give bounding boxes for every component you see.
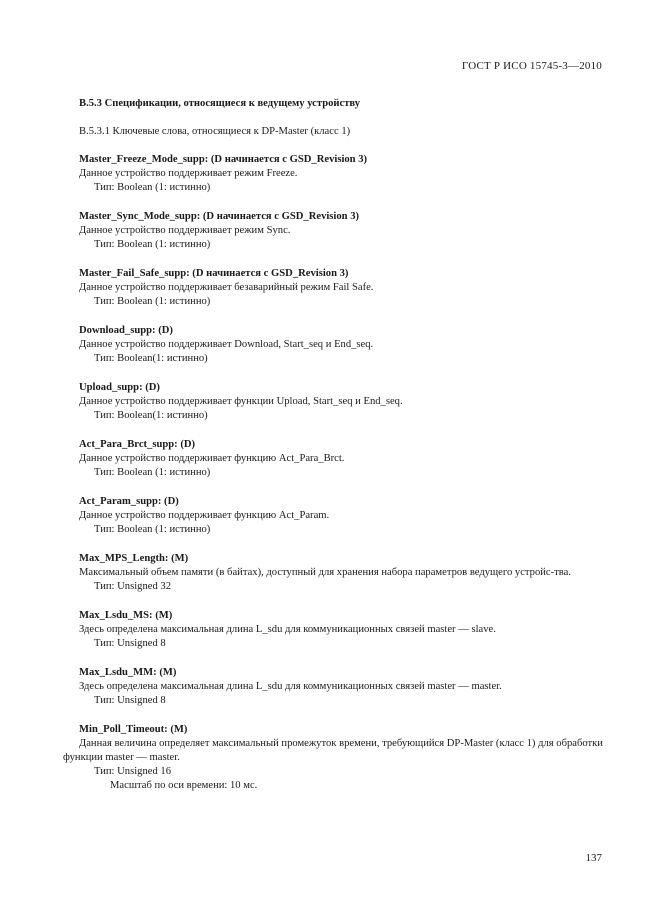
- keyword-entry: [63, 267, 603, 309]
- keyword-description: Данное устройство поддерживает безаварийный режим Fail Safe.: [79, 282, 374, 293]
- keyword-type: Тип: Unsigned 32: [94, 581, 171, 592]
- keyword-title: Upload_supp: (D): [79, 382, 160, 393]
- keyword-title: Download_supp: (D): [79, 325, 173, 336]
- keyword-entry: [63, 381, 603, 423]
- document-header: ГОСТ Р ИСО 15745-3—2010: [461, 60, 602, 72]
- keyword-entry: [63, 666, 603, 708]
- keyword-description: Здесь определена максимальная длина L_sdu для коммуникационных связей master — slave.: [79, 624, 496, 635]
- keyword-description: Данное устройство поддерживает режим Sync.: [79, 225, 291, 236]
- keyword-title: Master_Sync_Mode_supp: (D начинается с GSD_Revision 3): [79, 211, 360, 222]
- keyword-title: Master_Freeze_Mode_supp: (D начинается с GSD_Revision 3): [79, 154, 368, 165]
- keyword-description: Данная величина определяет максимальный промежуток времени, требующийся DP-Master (класс 1) для обработки функции master — master.: [63, 738, 603, 763]
- keyword-type: Тип: Boolean (1: истинно): [94, 467, 211, 478]
- keyword-description: Данное устройство поддерживает функцию Act_Para_Brct.: [79, 453, 345, 464]
- keyword-description: Данное устройство поддерживает функцию Act_Param.: [79, 510, 330, 521]
- keyword-type: Тип: Unsigned 16: [94, 766, 171, 777]
- keyword-title: Max_Lsdu_MM: (M): [79, 667, 177, 678]
- keyword-type: Тип: Unsigned 8: [94, 638, 166, 649]
- keyword-description: Данное устройство поддерживает режим Freeze.: [79, 168, 298, 179]
- keyword-entry: [63, 723, 603, 793]
- keyword-title: Master_Fail_Safe_supp: (D начинается с GSD_Revision 3): [79, 268, 349, 279]
- document-body: [63, 97, 603, 808]
- section-title: B.5.3 Спецификации, относящиеся к ведущему устройству: [79, 98, 361, 109]
- keyword-type: Тип: Unsigned 8: [94, 695, 166, 706]
- keyword-description: Здесь определена максимальная длина L_sdu для коммуникационных связей master — master.: [79, 681, 502, 692]
- page-number: 137: [585, 852, 602, 864]
- keyword-entry: [63, 324, 603, 366]
- keyword-entry: [63, 495, 603, 537]
- keyword-entry: [63, 210, 603, 252]
- keyword-title: Act_Param_supp: (D): [79, 496, 179, 507]
- keyword-entry: [63, 438, 603, 480]
- keyword-type: Тип: Boolean(1: истинно): [94, 410, 208, 421]
- keyword-scale: Масштаб по оси времени: 10 мс.: [110, 780, 258, 791]
- keyword-title: Max_Lsdu_MS: (M): [79, 610, 173, 621]
- keyword-type: Тип: Boolean (1: истинно): [94, 524, 211, 535]
- keyword-title: Min_Poll_Timeout: (M): [79, 724, 188, 735]
- keyword-title: Act_Para_Brct_supp: (D): [79, 439, 196, 450]
- keyword-description: Данное устройство поддерживает функции Upload, Start_seq и End_seq.: [79, 396, 403, 407]
- keyword-entry: [63, 552, 603, 594]
- keyword-type: Тип: Boolean (1: истинно): [94, 182, 211, 193]
- keyword-entry: [63, 153, 603, 195]
- subsection-title: B.5.3.1 Ключевые слова, относящиеся к DP-Master (класс 1): [79, 126, 351, 137]
- keyword-entry: [63, 609, 603, 651]
- keyword-title: Max_MPS_Length: (M): [79, 553, 189, 564]
- keyword-description: Максимальный объем памяти (в байтах), доступный для хранения набора параметров ведущего устройс-тва.: [79, 567, 571, 578]
- keyword-description: Данное устройство поддерживает Download, Start_seq и End_seq.: [79, 339, 374, 350]
- keyword-type: Тип: Boolean (1: истинно): [94, 296, 211, 307]
- keyword-type: Тип: Boolean (1: истинно): [94, 239, 211, 250]
- keyword-type: Тип: Boolean(1: истинно): [94, 353, 208, 364]
